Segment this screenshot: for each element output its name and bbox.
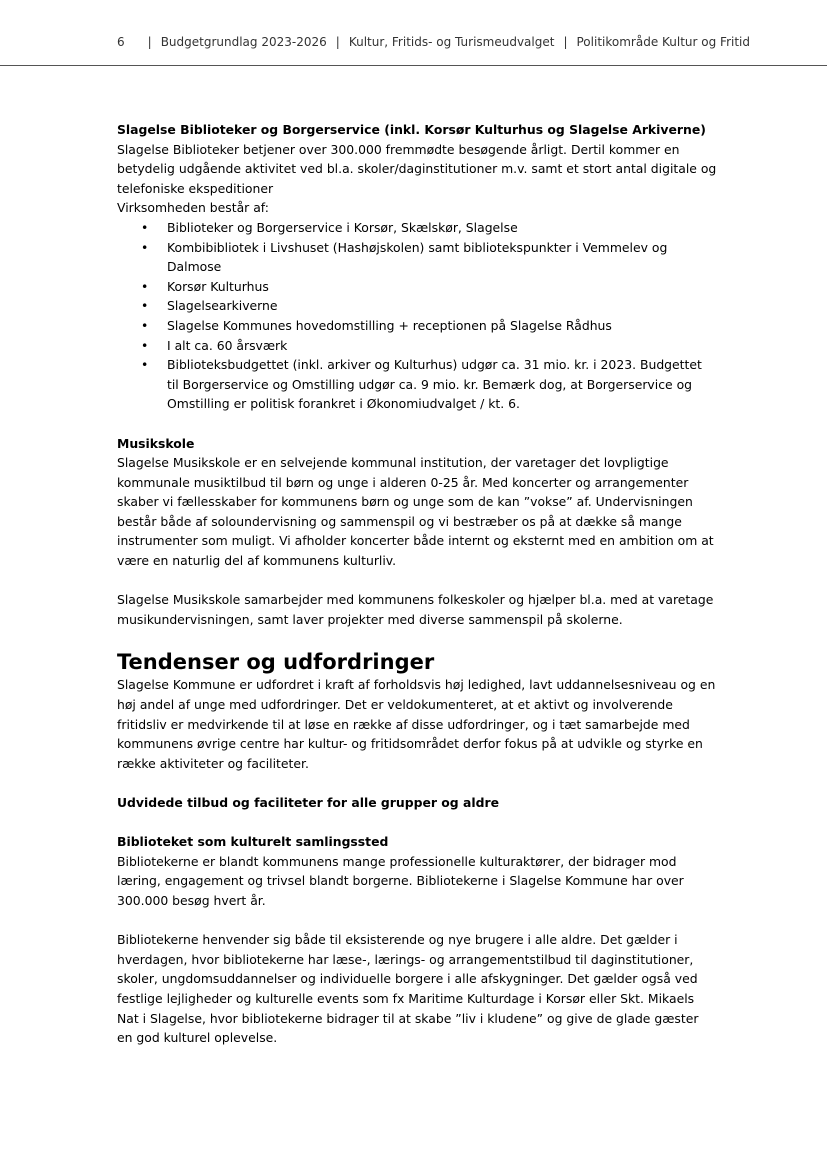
document-title: Budgetgrundlag 2023-2026 [160,35,327,49]
list-item: • Kombibibliotek i Livshuset (Hashøjskolen) samt bibliotekspunkter i Vemmelev og Dalmose [117,238,717,277]
header-separator: | [147,35,152,49]
page-number: 6 [117,35,125,49]
trends-subheading: Udvidede tilbud og faciliteter for alle grupper og aldre [117,795,499,810]
spacer [117,911,717,931]
list-item: • I alt ca. 60 årsværk [117,336,717,356]
music-heading: Musikskole [117,435,195,451]
music-paragraph-2: Slagelse Musikskole samarbejder med kommunens folkeskoler og hjælper bl.a. med at varetage musikundervisningen, samt laver projekter med diverse sammenspil på skolerne. [117,592,714,627]
header-separator: | [563,35,568,49]
header-separator: | [335,35,340,49]
page-header [0,0,827,66]
committee-name: Kultur, Fritids- og Turismeudvalget [348,35,555,49]
document-body [117,120,717,1048]
list-item: • Biblioteker og Borgerservice i Korsør, Skælskør, Slagelse [117,218,717,238]
trends-paragraph-3: Bibliotekerne henvender sig både til eksisterende og nye brugere i alle aldre. Det gælder i hverdagen, hvor bibliotekerne har læse-, lærings- og arrangementstilbud til daginstitutioner, skoler, ungdomsuddannelser og individuelle borgere i alle afskygninger. Det gælder også ved festlige lejligheder og kulturelle events som fx Maritime Kulturdage i Korsør eller Skt. Mikaels Nat i Slagelse, hvor bibliotekerne bidrager til at skabe ”liv i kludene” og give de glade gæster en god kulturel oplevelse. [117,932,699,1046]
library-intro: Slagelse Biblioteker betjener over 300.000 fremmødte besøgende årligt. Dertil kommer en betydelig udgående aktivitet ved bl.a. skoler/daginstitutioner m.v. samt et stort antal digitale og telefoniske ekspeditioner [117,141,717,196]
section-heading-trends: Tendenser og udfordringer [117,650,435,675]
list-item: • Biblioteksbudgettet (inkl. arkiver og Kulturhus) udgør ca. 31 mio. kr. i 2023. Budgettet til Borgerservice og Omstilling udgør ca. 9 mio. kr. Bemærk dog, at Borgerservice og Omstilling er politisk forankret i Økonomiudvalget / kt. 6. [117,355,717,414]
spacer [117,813,717,833]
spacer [117,571,717,591]
trends-paragraph-2: Bibliotekerne er blandt kommunens mange professionelle kulturaktører, der bidrager mod læring, engagement og trivsel blandt borgerne. Bibliotekerne i Slagelse Kommune har over 300.000 besøg hvert år. [117,853,684,908]
header-row [117,35,750,49]
spacer [117,414,717,434]
library-bullet-list [117,218,717,414]
policy-area: Politikområde Kultur og Fritid [576,35,751,49]
spacer [117,773,717,793]
music-paragraph-1: Slagelse Musikskole er en selvejende kommunal institution, der varetager det lovpligtige kommunale musiktilbud til børn og unge i alderen 0-25 år. Med koncerter og arrangementer skaber vi fællesskaber for kommunens børn og unge som de kan ”vokse” af. Undervisningen består både af soloundervisning og sammenspil og vi bestræber os på at dække så mange instrumenter som muligt. Vi afholder koncerter både internt og eksternt med en ambition om at være en naturlig del af kommunens kulturliv. [117,455,714,569]
trends-paragraph-1: Slagelse Kommune er udfordret i kraft af forholdsvis høj ledighed, lavt uddannelsesniveau og en høj andel af unge med udfordringer. Det er veldokumenteret, at et aktivt og involverende fritidsliv er medvirkende til at løse en række af disse udfordringer, og i tæt samarbejde med kommunens øvrige centre har kultur- og fritidsområdet derfor fokus på at udvikle og styrke en række aktiviteter og faciliteter. [117,677,716,771]
library-consists-of: Virksomheden består af: [117,200,269,216]
list-item: • Slagelsearkiverne [117,296,717,316]
list-item: • Slagelse Kommunes hovedomstilling + receptionen på Slagelse Rådhus [117,316,717,336]
gathering-heading: Biblioteket som kulturelt samlingssted [117,834,389,850]
library-heading: Slagelse Biblioteker og Borgerservice (inkl. Korsør Kulturhus og Slagelse Arkiverne) [117,122,706,137]
list-item: • Korsør Kulturhus [117,277,717,297]
